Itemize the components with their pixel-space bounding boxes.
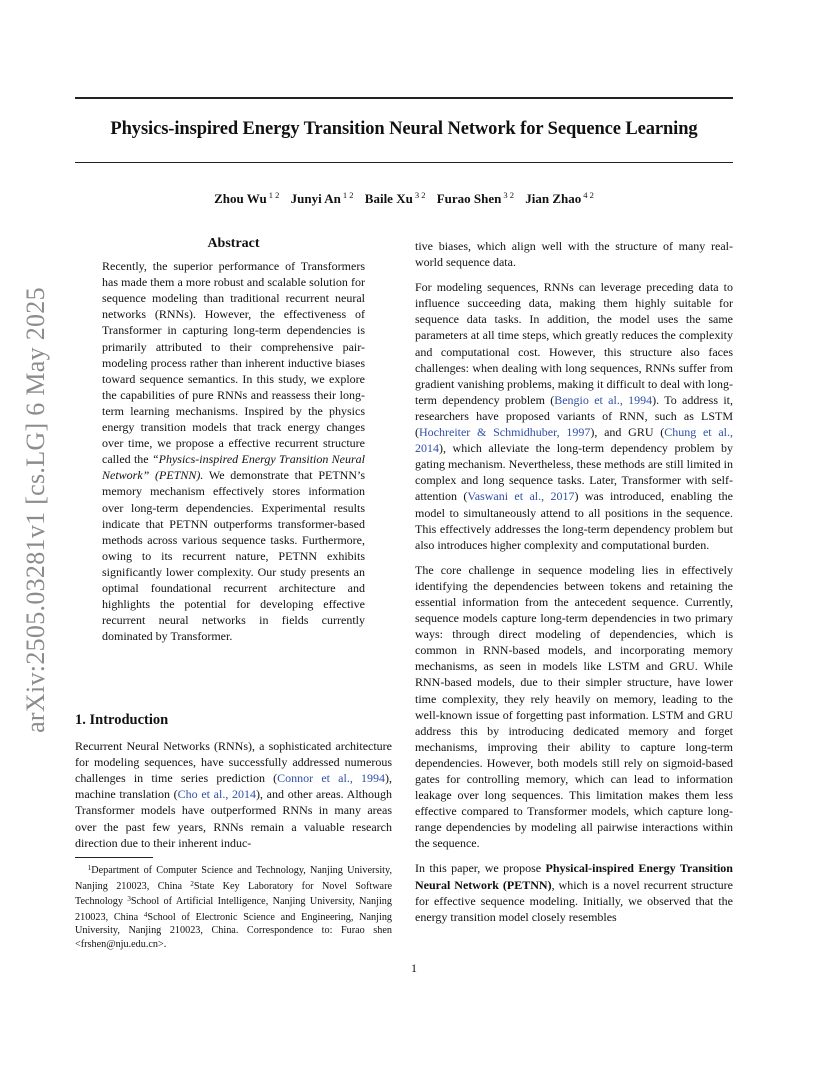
footnote-rule — [75, 857, 153, 858]
author-affiliation: 3 2 — [414, 190, 426, 200]
author-list — [75, 190, 733, 207]
affiliation-footnote — [75, 862, 392, 952]
abstract-heading: Abstract — [207, 236, 260, 251]
citation-link[interactable]: Connor et al., 1994 — [277, 771, 385, 786]
title-bottom-rule — [75, 162, 733, 163]
author-affiliation: 4 2 — [583, 190, 594, 200]
introduction-heading: 1. Introduction — [75, 712, 169, 728]
text-run: ), and GRU ( — [590, 425, 665, 440]
abstract-section — [102, 236, 365, 644]
text-run: For modeling sequences, RNNs can leverage preceding data to influence succeeding data, making them highly suitable for sequence data tasks. In addition, the model uses the same parameters at all time steps, which greatly reduces the complexity and computational cost. However, this structure also faces challenges: when dealing with long sequences, RNNs suffer from gradient vanishing problems, making it difficult to deal with long-term dependency problem ( — [415, 280, 733, 407]
footnote-text: State Key Laboratory for Novel Software Technology — [75, 880, 392, 908]
text-run: ), which alleviate the long-term dependency problem by gating mechanism. Nevertheless, these methods are still limited in complex and long sequence tasks. Later, Transformer with self-attention ( — [415, 441, 733, 504]
footnote-mark: 3 — [127, 895, 131, 904]
body-paragraph — [415, 860, 733, 924]
footnote-mark: 2 — [190, 879, 194, 888]
abstract-emphasis: “Physics-inspired Energy Transition Neural Network” (PETNN). — [102, 452, 366, 483]
arxiv-identifier-text: arXiv:2505.03281v1 [cs.LG] 6 May 2025 — [21, 287, 50, 733]
introduction-section — [75, 712, 392, 851]
author-affiliation: 1 2 — [268, 190, 280, 200]
text-run: ) was introduced, enabling the model to simultaneously attend to all positions in the sequence. This effectively addresses the long-term dependency problem but also introduces higher complexity and computational burden. — [415, 489, 734, 552]
author — [437, 191, 514, 206]
citation-link[interactable]: Vaswani et al., 2017 — [467, 489, 575, 504]
text-run: ). To address it, researchers have proposed variants of RNN, such as LSTM ( — [415, 392, 734, 440]
author — [291, 191, 354, 206]
text-run: , which is a novel recurrent structure for effective sequence modeling. Initially, we observed that the energy transition model closely resembles — [415, 877, 733, 924]
paper-title: Physics-inspired Energy Transition Neural Network for Sequence Learning — [110, 119, 698, 139]
citation-link[interactable]: Hochreiter & Schmidhuber, 1997 — [419, 425, 591, 440]
author-name: Zhou Wu — [214, 191, 267, 206]
title-top-rule — [75, 97, 733, 99]
author-name: Jian Zhao — [525, 191, 582, 206]
author — [214, 191, 279, 206]
author-affiliation: 1 2 — [342, 190, 354, 200]
author — [525, 191, 594, 206]
footnote-mark: 1 — [87, 864, 92, 872]
author-name: Baile Xu — [364, 191, 413, 206]
body-paragraph — [415, 279, 733, 553]
author — [365, 191, 426, 206]
footnote-text: School of Artificial Intelligence, Nanjing University, Nanjing 210023, China — [75, 896, 392, 923]
text-run: ), and other areas. Although Transformer models have outperformed RNNs in many areas over the past few years, RNNs remain a valuable research direction due to their inherent induc- — [75, 787, 393, 850]
abstract-part: Recently, the superior performance of Transformers has made them a more robust and scalable solution for sequence modeling than traditional recurrent neural networks (RNNs). However, the effectiveness of Transformer in capturing long-term dependencies is primarily attributed to their comprehensive pair-modeling process rather than inherent inductive biases toward sequence semantics. In this study, we explore the capabilities of pure RNNs and reassess their long-term learning mechanisms. Inspired by the physics energy transition models that track energy changes over time, we propose a effective recurrent structure called the — [102, 259, 365, 467]
text-run: ), machine translation ( — [75, 771, 392, 802]
abstract-text — [102, 258, 365, 644]
page-number: 1 — [411, 961, 417, 975]
body-paragraph: The core challenge in sequence modeling lies in effectively identifying the dependencies between tokens and retaining the essential information from the antecedent sequence. Currently, sequence models capture long-term dependencies in two primary ways: through direct modeling of dependencies, which is common in RNN-based models, and incorporating memory mechanisms, as seen in models like LSTM and GRU. While RNN-based models, due to their simpler structure, have lower time complexity, they rely heavily on memory, leading to the well-known issue of forgetting past information. LSTM and GRU address this by introducing dedicated memory and forget mechanisms, improving their ability to capture long-term dependencies. However, both models still rely on sigmoid-based gates for controlling memory, which can lead to information leakage over long sequences. This limitation makes them less effective compared to Transformer models, which capture long-range dependencies by modeling all pairwise interactions within the sequence. — [415, 562, 733, 851]
text-run: Recurrent Neural Networks (RNNs), a sophisticated architecture for modeling sequences, have successfully addressed numerous challenges in time series prediction ( — [75, 739, 392, 786]
author-name: Furao Shen — [436, 191, 502, 206]
abstract-part: We demonstrate that PETNN’s memory mechanism effectively stores information over long-term dependencies. Experimental results indicate that PETNN outperforms transformer-based methods across various sequence tasks. Furthermore, owing to its recurrent nature, PETNN exhibits significantly lower complexity. Our study presents an optimal foundational recurrent architecture and highlights the potential for developing effective recurrent neural networks in fields currently dominated by Transformer. — [102, 468, 366, 644]
citation-link[interactable]: Chung et al., 2014 — [415, 425, 734, 456]
footnote-text: Department of Computer Science and Technology, Nanjing University, Nanjing 210023, China — [75, 865, 392, 892]
footnote-mark: 4 — [143, 910, 148, 919]
footnote-text: School of Electronic Science and Engineering, Nanjing University, Nanjing 210023, China. Correspondence to: Furao shen <frshen@nju.edu.cn>. — [75, 911, 393, 950]
citation-link[interactable]: Cho et al., 2014 — [177, 787, 257, 802]
introduction-paragraph — [75, 738, 392, 851]
right-column — [415, 238, 733, 934]
method-name: Physical-inspired Energy Transition Neural Network (PETNN) — [415, 861, 733, 892]
author-name: Junyi An — [290, 191, 341, 206]
citation-link[interactable]: Bengio et al., 1994 — [554, 392, 653, 407]
author-affiliation: 3 2 — [503, 190, 514, 200]
body-paragraph: tive biases, which align well with the structure of many real-world sequence data. — [415, 239, 733, 270]
text-run: In this paper, we propose — [415, 861, 546, 876]
